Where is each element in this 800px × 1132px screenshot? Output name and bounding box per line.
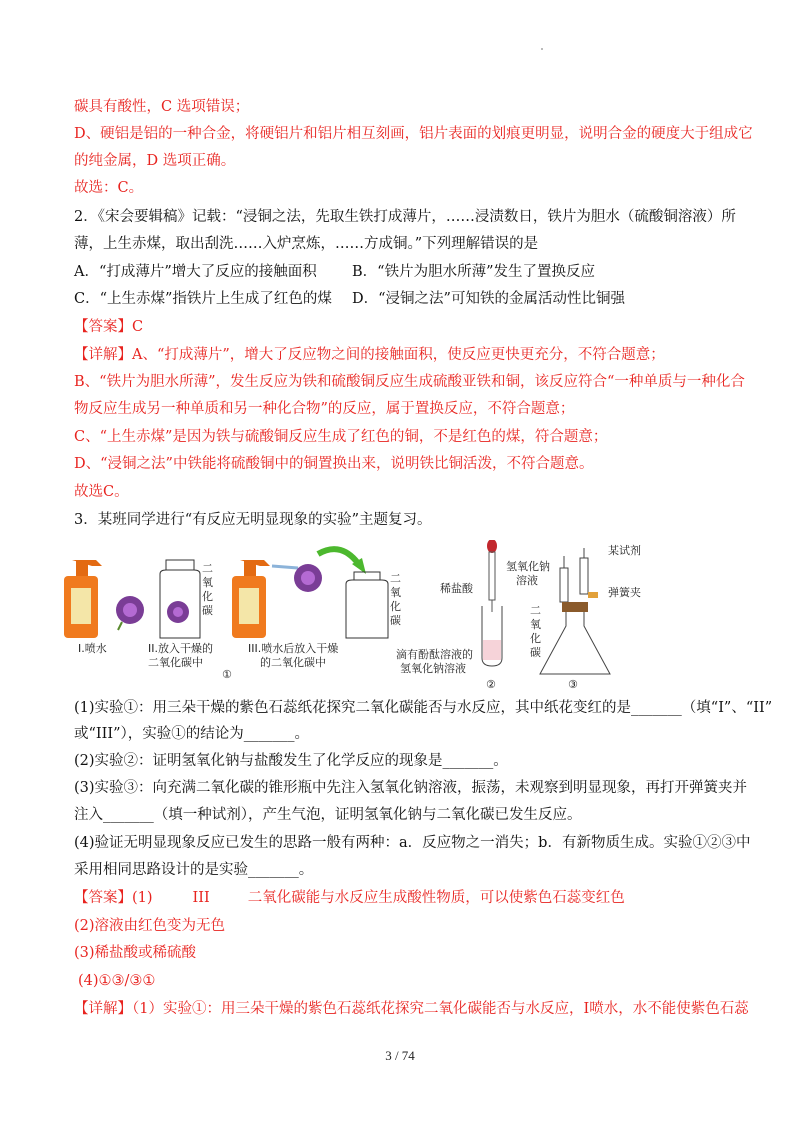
question-2-stem: 薄，上生赤煤，取出刮洗……入炉烹炼，……方成铜。”下列理解错误的是 [74, 236, 539, 252]
co2-label: 二氧化碳 [202, 562, 213, 617]
flask-icon [540, 592, 610, 674]
question-2-stem: 2．《宋会要辑稿》记载：“浸铜之法，先取生铁打成薄片，……浸渍数日，铁片为胆水（硫酸铜溶液）所 [74, 209, 736, 225]
answer-line: (4)①③/③① [78, 973, 156, 989]
question-3-stem: 3．某班同学进行“有反应无明显现象的实验”主题复习。 [74, 512, 432, 528]
figure-number: ② [486, 678, 496, 691]
text-line: D、硬铝是铝的一种合金，将硬铝片和铝片相互刻画，铝片表面的划痕更明显，说明合金的硬度大于组成它 [74, 126, 753, 142]
caption-iii: 的二氧化碳中 [260, 656, 326, 669]
dropper-icon [487, 540, 497, 612]
caption-ii: 二氧化碳中 [148, 656, 203, 669]
answer-tag: 【答案】 [74, 319, 132, 335]
syringe-icon [560, 548, 588, 602]
figure-number: ① [222, 668, 232, 681]
co2-label: 二氧化碳 [390, 572, 401, 627]
phenolphthalein-label: 氢氧化钠溶液 [400, 662, 466, 675]
detail-line: 故选C。 [74, 484, 129, 500]
answer-value: III [192, 890, 210, 906]
option-b: B．“铁片为胆水所薄”发生了置换反应 [352, 264, 595, 280]
subquestion-3: (3)实验③：向充满二氧化碳的锥形瓶中先注入氢氧化钠溶液，振荡，未观察到明显现象，再打开弹簧夹并 [74, 780, 748, 796]
subquestion-4: (4)验证无明显现象反应已发生的思路一般有两种：a．反应物之一消失；b．有新物质生成。实验①②③中 [74, 835, 751, 851]
naoh-label: 溶液 [516, 574, 538, 587]
subquestion-1: (1)实验①：用三朵干燥的紫色石蕊纸花探究二氧化碳能否与水反应，其中纸花变红的是_______（填“I”、“II” [74, 700, 773, 716]
experiment-figure [62, 540, 742, 694]
answer-tag: 【答案】 [74, 890, 132, 906]
answer-line: (3)稀盐酸或稀硫酸 [74, 945, 197, 961]
text-line: 故选：C。 [74, 180, 144, 196]
detail-line: B、“铁片为胆水所薄”，发生反应为铁和硫酸铜反应生成硫酸亚铁和铜，该反应符合“一种单质与一种化合 [74, 374, 745, 390]
caption-i: I.喷水 [78, 642, 107, 655]
gas-jar-icon [160, 560, 200, 638]
hcl-label: 稀盐酸 [440, 582, 473, 595]
detail-line [74, 345, 665, 365]
caption-iii: III.喷水后放入干燥 [248, 642, 339, 655]
phenolphthalein-label: 滴有酚酞溶液的 [396, 648, 473, 661]
flower-icon [294, 564, 322, 592]
spray-bottle-icon [232, 560, 270, 638]
detail-line: D、“浸铜之法”中铁能将硫酸铜中的铜置换出来，说明铁比铜活泼，不符合题意。 [74, 456, 594, 472]
co2-flask-label: 二氧化碳 [530, 604, 541, 659]
spray-mist [272, 566, 298, 568]
answer-text: 二氧化碳能与水反应生成酸性物质，可以使紫色石蕊变红色 [247, 890, 625, 906]
answer-num: (1) [132, 890, 153, 906]
option-d: D．“浸铜之法”可知铁的金属活动性比铜强 [352, 291, 625, 307]
answer-line [74, 888, 625, 908]
scan-dot [541, 48, 543, 50]
detail-text: A、“打成薄片”，增大了反应物之间的接触面积，使反应更快更充分，不符合题意； [132, 347, 665, 363]
spray-bottle-icon [64, 560, 102, 638]
test-tube-icon [482, 606, 502, 666]
detail-text: （1）实验①：用三朵干燥的紫色石蕊纸花探究二氧化碳能否与水反应，I喷水，水不能使紫色石蕊 [132, 1001, 749, 1017]
detail-tag: 【详解】 [74, 1001, 132, 1017]
subquestion-3: 注入_______（填一种试剂），产生气泡，证明氢氧化钠与二氧化碳已发生反应。 [74, 807, 582, 823]
reagent-label: 某试剂 [608, 544, 641, 557]
option-a: A．“打成薄片”增大了反应的接触面积 [74, 264, 317, 280]
subquestion-1: 或“III”），实验①的结论为_______。 [74, 726, 310, 742]
detail-tag: 【详解】 [74, 347, 132, 363]
text-line: 碳具有酸性，C 选项错误； [74, 99, 250, 115]
naoh-label: 氢氧化钠 [506, 560, 550, 573]
figure-number: ③ [568, 678, 578, 691]
answer-value: C [132, 319, 144, 335]
caption-ii: II.放入干燥的 [148, 642, 213, 655]
subquestion-4: 采用相同思路设计的是实验_______。 [74, 862, 314, 878]
detail-line: 物反应生成另一种单质和另一种化合物”的反应，属于置换反应，不符合题意； [74, 401, 575, 417]
detail-line: C、“上生赤煤”是因为铁与硫酸铜反应生成了红色的铜，不是红色的煤，符合题意； [74, 429, 608, 445]
detail-line [74, 999, 749, 1019]
answer-line [74, 317, 143, 337]
option-c: C．“上生赤煤”指铁片上生成了红色的煤 [74, 291, 332, 307]
page-number: 3 / 74 [385, 1048, 415, 1063]
text-line: 的纯金属，D 选项正确。 [74, 153, 236, 169]
answer-line: (2)溶液由红色变为无色 [74, 918, 226, 934]
gas-jar-icon [346, 572, 388, 638]
subquestion-2: (2)实验②：证明氢氧化钠与盐酸发生了化学反应的现象是_______。 [74, 753, 508, 769]
flower-icon [116, 596, 144, 630]
clamp-label: 弹簧夹 [608, 586, 641, 599]
